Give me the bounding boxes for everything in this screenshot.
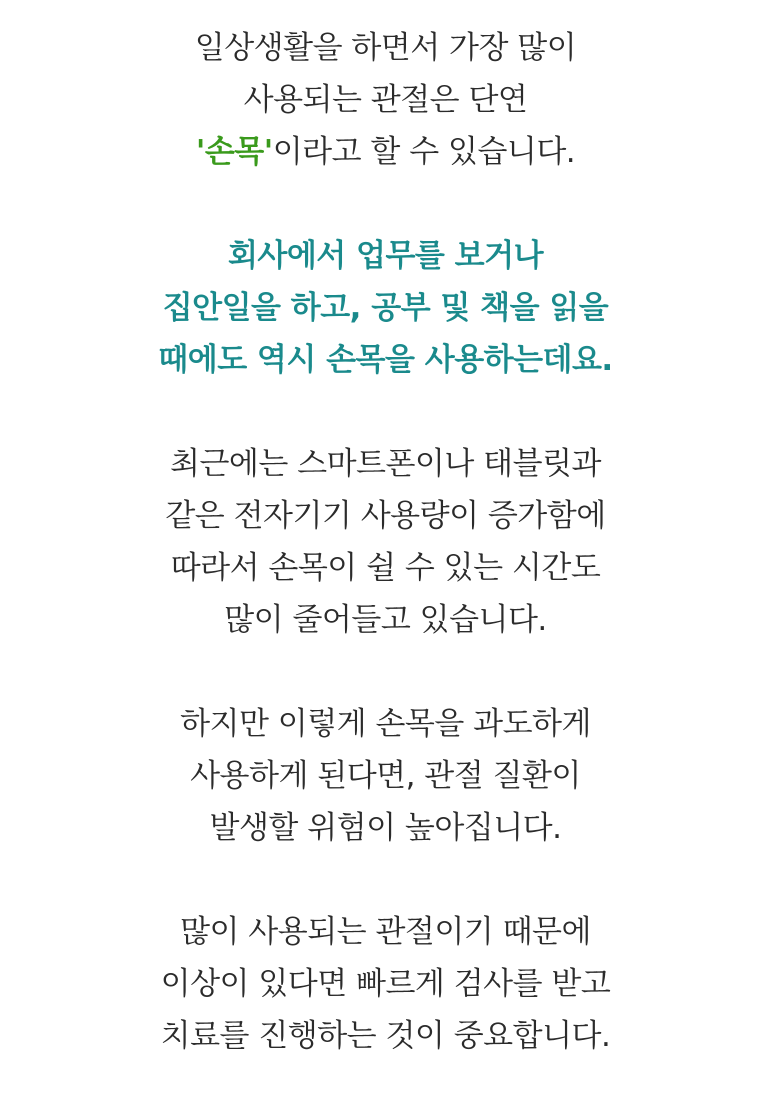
paragraph-5 xyxy=(0,906,771,1062)
text-line: 최근에는 스마트폰이나 태블릿과 xyxy=(170,446,601,482)
text-line: 따라서 손목이 쉴 수 있는 시간도 xyxy=(170,550,601,586)
text-line: 때에도 역시 손목을 사용하는데요. xyxy=(158,342,613,378)
text-line: 이상이 있다면 빠르게 검사를 받고 xyxy=(160,966,611,1002)
text-line: 발생할 위험이 높아집니다. xyxy=(209,810,562,846)
text-line-with-highlight xyxy=(0,126,771,178)
text-line: 집안일을 하고, 공부 및 책을 읽을 xyxy=(162,290,609,326)
text-line: 일상생활을 하면서 가장 많이 xyxy=(194,30,577,66)
text-line: 치료를 진행하는 것이 중요합니다. xyxy=(160,1018,611,1054)
text-line: 많이 사용되는 관절이기 때문에 xyxy=(180,914,591,950)
paragraph-1 xyxy=(0,22,771,178)
text-line: 같은 전자기기 사용량이 증가함에 xyxy=(165,498,606,534)
text-line: 하지만 이렇게 손목을 과도하게 xyxy=(180,706,591,742)
paragraph-2-emphasis xyxy=(0,230,771,386)
paragraph-3 xyxy=(0,438,771,646)
article-body xyxy=(0,22,771,1114)
text-line-rest: 이라고 할 수 있습니다. xyxy=(272,134,576,170)
text-line: 사용하게 된다면, 관절 질환이 xyxy=(190,758,581,794)
text-line: 많이 줄어들고 있습니다. xyxy=(224,602,547,638)
text-line: 사용되는 관절은 단연 xyxy=(243,82,528,118)
paragraph-4 xyxy=(0,698,771,854)
text-line: 회사에서 업무를 보거나 xyxy=(227,238,544,274)
highlighted-keyword: '손목' xyxy=(195,134,273,170)
